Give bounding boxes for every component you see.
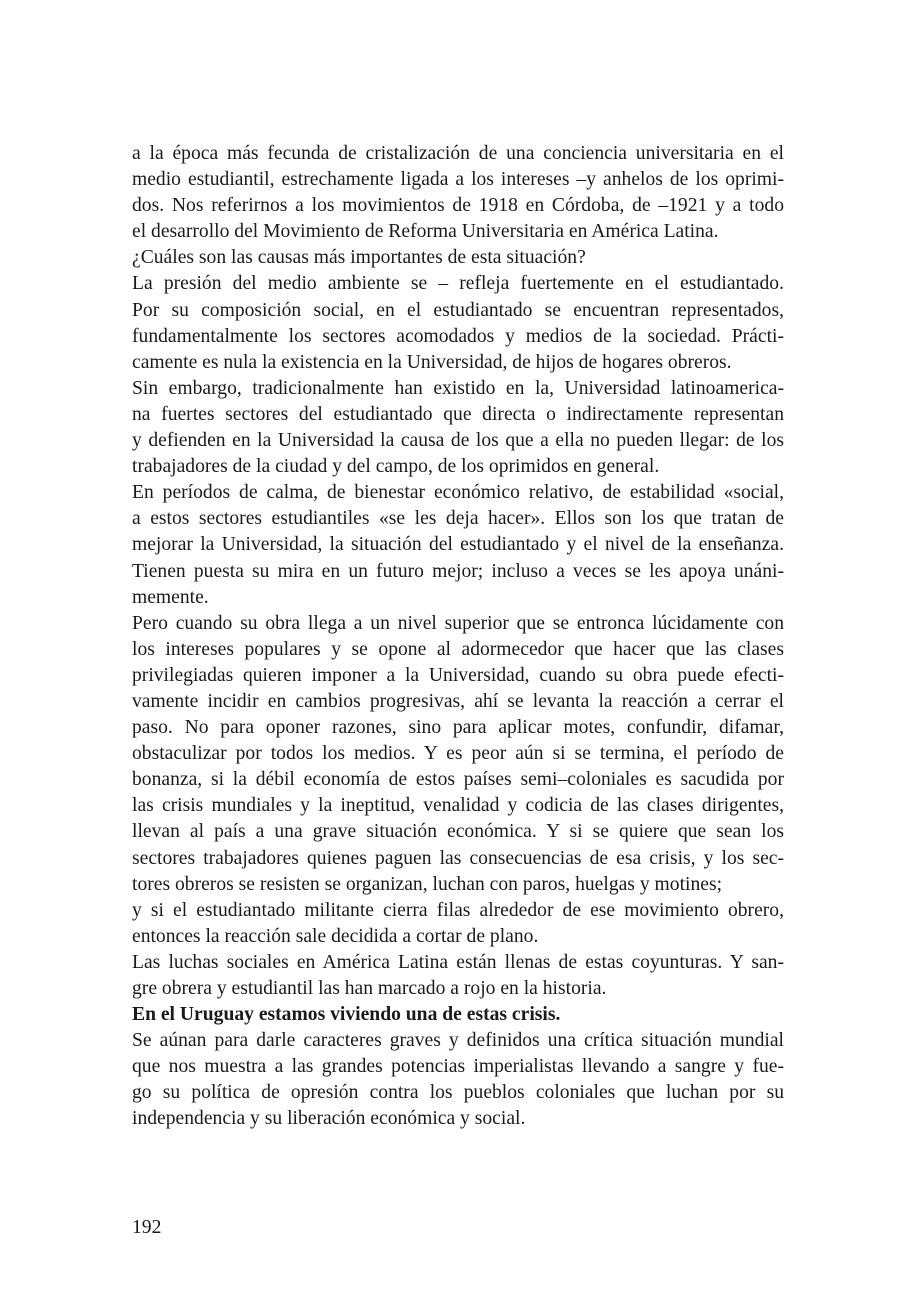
text-line: llevan al país a una grave situación económica. Y si se quiere que sean los — [132, 821, 784, 843]
body-text — [132, 141, 784, 1133]
text-line: Sin embargo, tradicionalmente han existido en la, Universidad latinoamerica- — [132, 377, 784, 399]
text-line: Por su composición social, en el estudiantado se encuentran representados, — [132, 299, 784, 321]
text-line: obstaculizar por todos los medios. Y es peor aún si se termina, el período de — [132, 743, 784, 765]
paragraph — [132, 950, 784, 1002]
text-line: camente es nula la existencia en la Universidad, de hijos de hogares obreros. — [132, 351, 732, 373]
text-line: a estos sectores estudiantiles «se les deja hacer». Ellos son los que tratan de — [132, 508, 784, 530]
text-line: trabajadores de la ciudad y del campo, de los oprimidos en general. — [132, 456, 660, 478]
paragraph — [132, 245, 784, 271]
text-line: En el Uruguay estamos viviendo una de estas crisis. — [132, 1004, 561, 1026]
text-line: medio estudiantil, estrechamente ligada a los intereses –y anhelos de los oprimi- — [132, 169, 784, 191]
paragraph — [132, 1028, 784, 1132]
paragraph — [132, 898, 784, 950]
text-line: bonanza, si la débil economía de estos países semi–coloniales es sacudida por — [132, 769, 784, 791]
text-line: dos. Nos referirnos a los movimientos de 1918 en Córdoba, de –1921 y a todo — [132, 195, 784, 217]
text-line: que nos muestra a las grandes potencias imperialistas llevando a sangre y fue- — [132, 1056, 784, 1078]
paragraph — [132, 611, 784, 898]
paragraph — [132, 480, 784, 610]
text-line: y defienden en la Universidad la causa de los que a ella no pueden llegar: de los — [132, 430, 784, 452]
text-line: memente. — [132, 586, 209, 608]
paragraph — [132, 271, 784, 375]
text-line: los intereses populares y se opone al adormecedor que hacer que las clases — [132, 638, 784, 660]
paragraph — [132, 141, 784, 245]
text-line: fundamentalmente los sectores acomodados y medios de la sociedad. Prácti- — [132, 325, 784, 347]
text-line: Se aúnan para darle caracteres graves y definidos una crítica situación mundial — [132, 1030, 784, 1052]
text-line: independencia y su liberación económica y social. — [132, 1108, 526, 1130]
text-line: La presión del medio ambiente se – refleja fuertemente en el estudiantado. — [132, 273, 784, 295]
text-line: Las luchas sociales en América Latina están llenas de estas coyunturas. Y san- — [132, 951, 784, 973]
text-line: tores obreros se resisten se organizan, luchan con paros, huelgas y motines; — [132, 873, 723, 895]
text-line: sectores trabajadores quienes paguen las consecuencias de esa crisis, y los sec- — [132, 847, 784, 869]
paragraph — [132, 376, 784, 480]
text-line: mejorar la Universidad, la situación del estudiantado y el nivel de la enseñanza. — [132, 534, 784, 556]
text-line: paso. No para oponer razones, sino para aplicar motes, confundir, difamar, — [132, 717, 784, 739]
text-line: las crisis mundiales y la ineptitud, venalidad y codicia de las clases dirigentes, — [132, 795, 784, 817]
text-line: gre obrera y estudiantil las han marcado a rojo en la historia. — [132, 978, 607, 999]
text-line: entonces la reacción sale decidida a cortar de plano. — [132, 925, 539, 947]
text-line: y si el estudiantado militante cierra filas alrededor de ese movimiento obrero, — [132, 899, 784, 921]
text-line: En períodos de calma, de bienestar económico relativo, de estabilidad «social, — [132, 482, 784, 504]
bold-paragraph — [132, 1002, 784, 1028]
text-line: privilegiadas quieren imponer a la Universidad, cuando su obra puede efecti- — [132, 664, 784, 686]
text-line: Pero cuando su obra llega a un nivel superior que se entronca lúcidamente con — [132, 612, 784, 634]
text-line: a la época más fecunda de cristalización de una conciencia universitaria en el — [132, 143, 784, 164]
page-number: 192 — [132, 1217, 162, 1238]
text-line: Tienen puesta su mira en un futuro mejor; incluso a veces se les apoya unáni- — [132, 560, 784, 582]
text-line: vamente incidir en cambios progresivas, ahí se levanta la reacción a cerrar el — [132, 690, 784, 712]
text-line: go su política de opresión contra los pueblos coloniales que luchan por su — [132, 1082, 784, 1104]
text-line: ¿Cuáles son las causas más importantes de esta situación? — [132, 247, 586, 269]
text-line: na fuertes sectores del estudiantado que directa o indirectamente representan — [132, 403, 784, 425]
text-line: el desarrollo del Movimiento de Reforma Universitaria en América Latina. — [132, 221, 719, 243]
